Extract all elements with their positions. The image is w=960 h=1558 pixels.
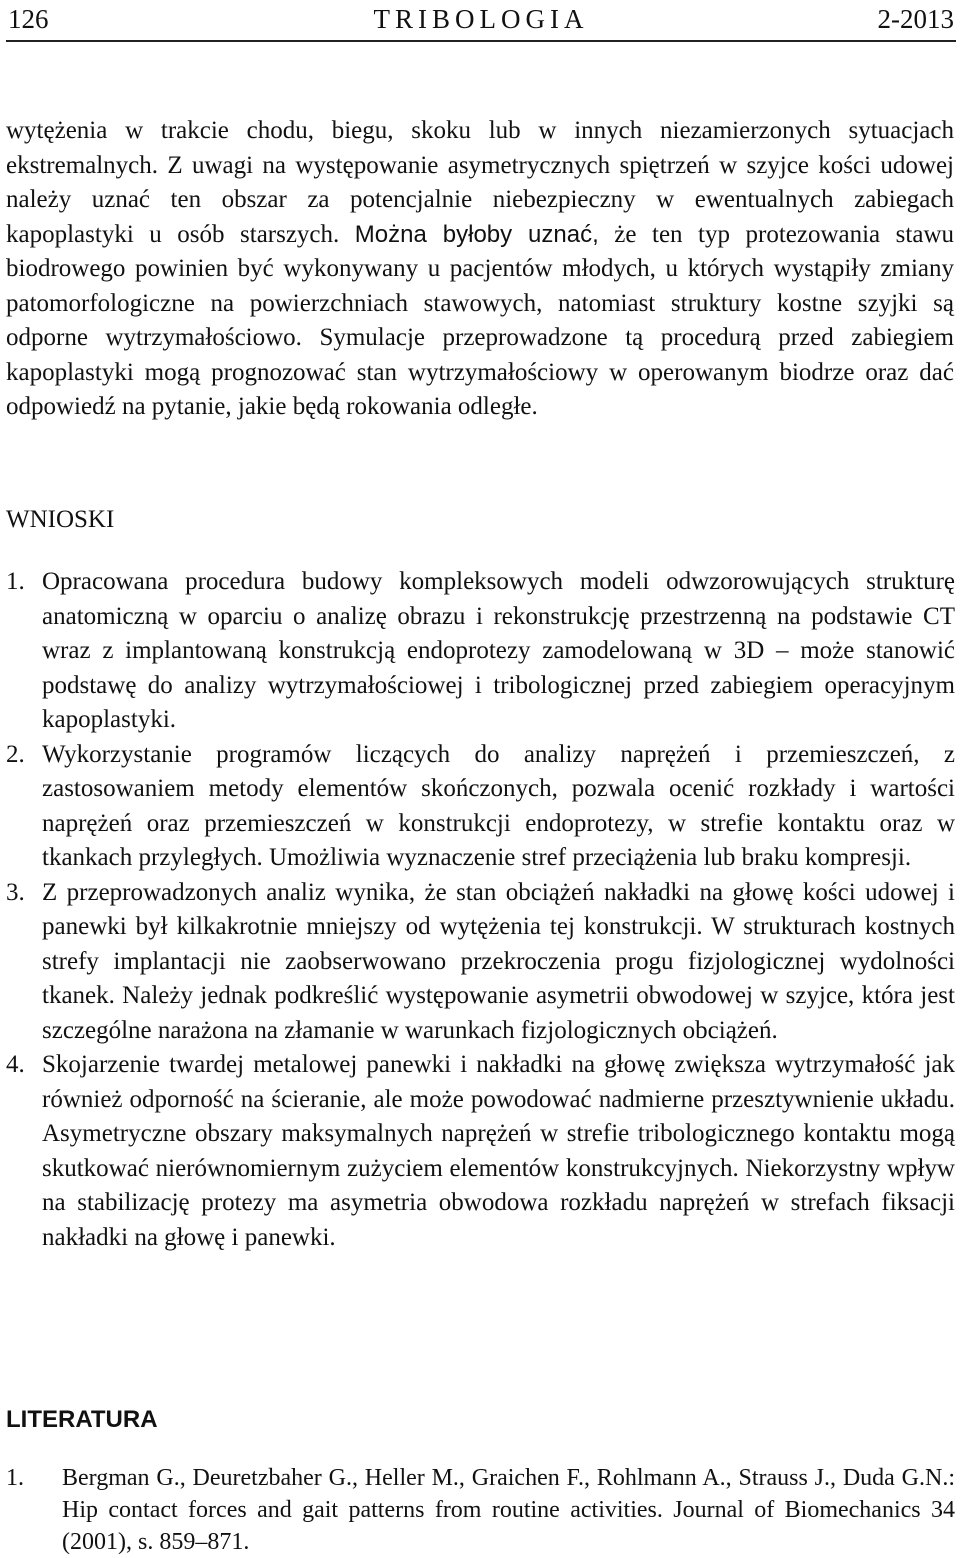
references-heading: LITERATURA bbox=[6, 1406, 158, 1433]
conclusion-number: 3. bbox=[6, 878, 25, 906]
conclusion-number: 4. bbox=[6, 1051, 25, 1078]
conclusions-list bbox=[6, 565, 955, 1255]
conclusion-text: Wykorzystanie programów liczących do analizy naprężeń i przemieszczeń, z zastosowaniem metody elementów skończonych, pozwala ocenić rozkłady i wartości naprężeń oraz przemieszczeń w konstrukcji endoprotezy, w strefie kontaktu oraz w tkankach przyległych. Umożliwia wyznaczenie stref przeciążenia lub braku kompresji. bbox=[42, 740, 955, 871]
conclusion-item bbox=[6, 565, 955, 738]
conclusion-number: 1. bbox=[6, 568, 25, 595]
conclusion-text: Z przeprowadzonych analiz wynika, że stan obciążeń nakładki na głowę kości udowej i panewki był kilkakrotnie mniejszy od wytężenia tej konstrukcji. W strukturach kostnych strefy implantacji nie zaobserwowano przekroczenia progu fizjologicznej wydolności tkanek. Należy jednak podkreślić występowanie asymetrii obwodowej w szyjce, która jest szczególne narażona na złamanie w warunkach fizjologicznych obciążeń. bbox=[42, 878, 955, 1044]
conclusion-text: Skojarzenie twardej metalowej panewki i nakładki na głowę zwiększa wytrzymałość jak również odporność na ścieranie, ale może powodować nadmierne przesztywnienie układu. Asymetryczne obszary maksymalnych naprężeń w strefie tribologicznego kontaktu mogą skutkować nierównomiernym zużyciem elementów konstrukcyjnych. Niekorzystny wpływ na stabilizację protezy ma asymetria obwodowa rozkładu naprężeń w strefach fiksacji nakładki na głowę i panewki. bbox=[42, 1051, 955, 1251]
conclusion-item bbox=[6, 876, 955, 1049]
reference-item bbox=[6, 1462, 955, 1558]
reference-text: Bergman G., Deuretzbaher G., Heller M., Graichen F., Rohlmann A., Strauss J., Duda G.N.: Hip contact forces and gait patterns from routine activities. Journal of Biomechanics 34 (2001), s. 859–871. bbox=[62, 1465, 955, 1555]
reference-number: 1. bbox=[6, 1465, 24, 1491]
conclusions-heading: WNIOSKI bbox=[6, 506, 115, 533]
issue-number: 2-2013 bbox=[877, 4, 954, 34]
intro-text-part2: Można byłoby uznać, bbox=[354, 220, 599, 248]
journal-title: TRIBOLOGIA bbox=[373, 4, 589, 34]
references-list bbox=[6, 1462, 955, 1558]
running-header bbox=[6, 0, 956, 42]
intro-paragraph bbox=[6, 114, 954, 425]
conclusion-number: 2. bbox=[6, 740, 25, 768]
conclusion-item bbox=[6, 1048, 955, 1255]
conclusion-text: Opracowana procedura budowy kompleksowych modeli odwzorowujących strukturę anatomiczną w oparciu o analizę obrazu i rekonstrukcję przestrzenną na podstawie CT wraz z implantowaną konstrukcją endoprotezy zamodelowaną w 3D – może stanowić podstawę do analizy wytrzymałościowej i tribologicznej przed zabiegiem operacyjnym kapoplastyki. bbox=[42, 568, 955, 733]
intro-text-part3: że ten typ protezowania stawu biodrowego powinien być wykonywany u pacjentów młodych, u których wystąpiły zmiany patomorfologiczne na powierzchniach stawowych, natomiast struktury kostne szyjki są odporne wytrzymałościowo. Symulacje przeprowadzone tą procedurą przed zabiegiem kapoplastyki mogą prognozować stan wytrzymałościowy w operowanym biodrze oraz dać odpowiedź na pytanie, jakie będą rokowania odległe. bbox=[6, 220, 954, 420]
conclusion-item bbox=[6, 738, 955, 876]
intro-text-part1: wytężenia w trakcie chodu, biegu, skoku lub w innych niezamierzonych sytuacjach ekstremalnych. Z uwagi na występowanie asymetrycznych spiętrzeń w szyjce kości udowej należy uznać ten obszar za potencjalnie niebezpieczny w ewentualnych zabiegach kapoplastyki u osób starszych. bbox=[6, 117, 954, 248]
page-number: 126 bbox=[8, 4, 49, 34]
